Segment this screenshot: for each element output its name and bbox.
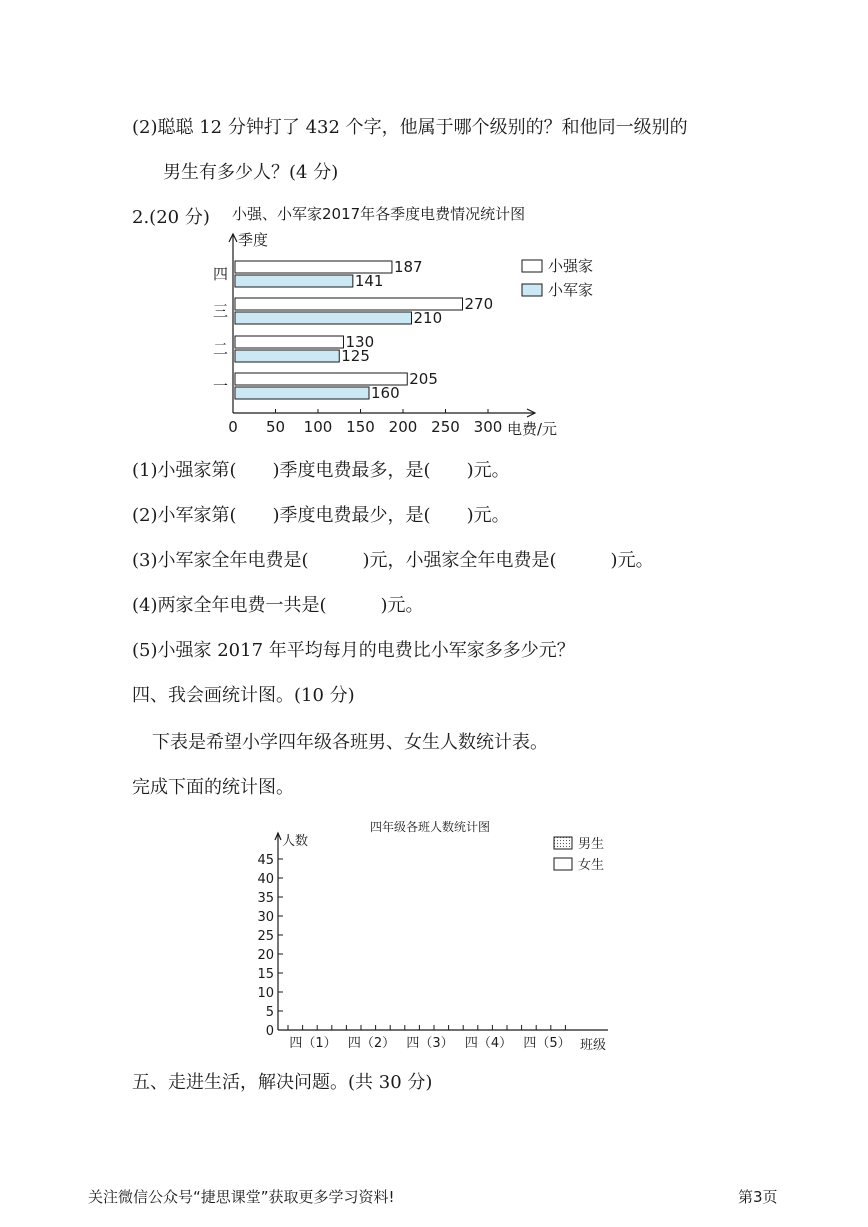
y-tick-label: 25 bbox=[257, 929, 274, 944]
y-tick-label: 40 bbox=[257, 872, 274, 887]
y-tick-label: 20 bbox=[257, 948, 274, 963]
legend-label: 小强家 bbox=[548, 257, 594, 275]
bar bbox=[235, 312, 412, 324]
x-tick-label: 100 bbox=[303, 418, 333, 436]
sub-question-1: (1)小强家第( )季度电费最多，是( )元。 bbox=[132, 460, 510, 481]
bar bbox=[235, 387, 369, 399]
legend-swatch bbox=[522, 284, 542, 296]
sub-question-5: (5)小强家 2017 年平均每月的电费比小军家多多少元？ bbox=[132, 640, 575, 661]
y-tick-label: 30 bbox=[257, 910, 274, 925]
y-tick-label: 35 bbox=[257, 891, 274, 906]
y-axis-label: 季度 bbox=[238, 231, 269, 249]
data-label: 125 bbox=[341, 347, 370, 365]
legend-swatch bbox=[522, 260, 542, 272]
question-2-line1: (2)聪聪 12 分钟打了 432 个字，他属于哪个级别的？和他同一级别的 bbox=[132, 117, 688, 138]
footer-note: 关注微信公众号“捷思课堂”获取更多学习资料! bbox=[88, 1188, 395, 1206]
x-axis-label: 电费/元 bbox=[507, 420, 558, 438]
legend-swatch bbox=[554, 837, 572, 849]
data-label: 210 bbox=[413, 309, 443, 327]
bar bbox=[235, 275, 353, 287]
bar bbox=[235, 350, 339, 362]
page-number: 第3页 bbox=[738, 1188, 778, 1206]
section-4-paragraph-1: 下表是希望小学四年级各班男、女生人数统计表。 bbox=[152, 732, 548, 753]
question-2-line2: 男生有多少人？(4 分) bbox=[163, 162, 339, 183]
legend-label: 女生 bbox=[578, 858, 605, 873]
x-tick-label: 0 bbox=[228, 418, 238, 436]
sub-question-2: (2)小军家第( )季度电费最少，是( )元。 bbox=[132, 505, 510, 526]
category-label: 四 bbox=[213, 265, 229, 283]
data-label: 187 bbox=[393, 258, 423, 276]
category-label: 二 bbox=[213, 340, 229, 358]
sub-question-3: (3)小军家全年电费是( )元，小强家全年电费是( )元。 bbox=[132, 550, 654, 571]
question-number: 2.(20 分) bbox=[132, 207, 210, 228]
legend-label: 小军家 bbox=[548, 281, 594, 299]
category-label: 三 bbox=[213, 302, 229, 320]
section-5-heading: 五、走进生活，解决问题。(共 30 分) bbox=[132, 1072, 433, 1093]
section-4-heading: 四、我会画统计图。(10 分) bbox=[132, 685, 355, 706]
y-tick-label: 45 bbox=[257, 853, 274, 868]
chart-title: 四年级各班人数统计图 bbox=[370, 820, 491, 834]
category-label: 四（3） bbox=[406, 1036, 454, 1051]
section-4-paragraph-2: 完成下面的统计图。 bbox=[132, 777, 294, 798]
data-label: 205 bbox=[409, 370, 438, 388]
electricity-bar-chart bbox=[200, 200, 620, 445]
x-tick-label: 300 bbox=[473, 418, 503, 436]
data-label: 141 bbox=[354, 272, 384, 290]
x-tick-label: 200 bbox=[388, 418, 418, 436]
data-label: 160 bbox=[371, 384, 400, 402]
x-axis-label: 班级 bbox=[580, 1038, 607, 1053]
legend-label: 男生 bbox=[578, 837, 605, 852]
chart-title: 小强、小军家2017年各季度电费情况统计图 bbox=[232, 205, 526, 223]
class-count-chart bbox=[250, 815, 630, 1055]
category-label: 四（4） bbox=[464, 1036, 513, 1051]
x-tick-label: 50 bbox=[265, 418, 286, 436]
bar bbox=[235, 336, 344, 348]
y-tick-label: 0 bbox=[265, 1024, 274, 1039]
y-tick-label: 5 bbox=[265, 1005, 274, 1020]
category-label: 四（1） bbox=[289, 1036, 337, 1051]
category-label: 四（5） bbox=[523, 1036, 571, 1051]
category-label: 四（2） bbox=[347, 1036, 396, 1051]
x-tick-label: 150 bbox=[346, 418, 375, 436]
legend-swatch bbox=[554, 858, 572, 870]
y-tick-label: 15 bbox=[257, 967, 274, 982]
data-label: 270 bbox=[464, 295, 494, 313]
category-label: 一 bbox=[213, 377, 229, 395]
y-tick-label: 10 bbox=[257, 986, 274, 1001]
sub-question-4: (4)两家全年电费一共是( )元。 bbox=[132, 595, 424, 616]
x-tick-label: 250 bbox=[431, 418, 460, 436]
y-axis-label: 人数 bbox=[282, 834, 309, 849]
data-label: 130 bbox=[345, 333, 375, 351]
